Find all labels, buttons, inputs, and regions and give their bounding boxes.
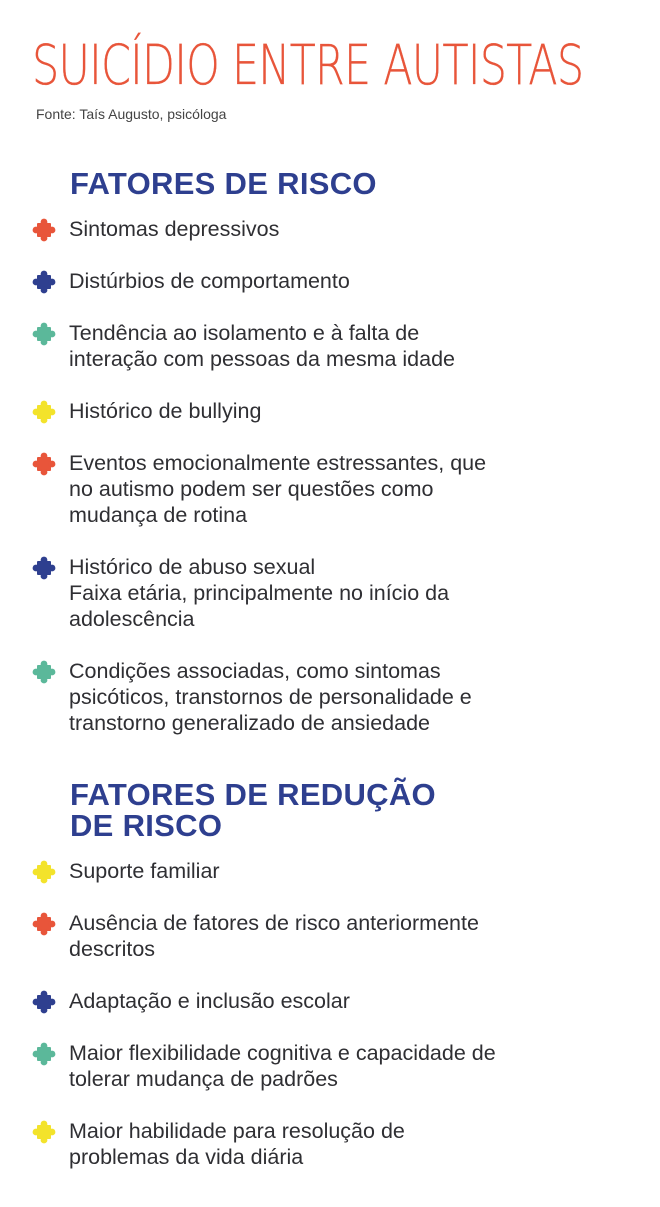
list-item <box>32 1040 632 1092</box>
list-item <box>32 216 632 242</box>
list-item <box>32 658 632 736</box>
risk-reduction-list <box>32 858 632 1196</box>
green-puzzle-icon <box>32 660 56 684</box>
list-item <box>32 398 632 424</box>
list-item <box>32 268 632 294</box>
list-item-text: Adaptação e inclusão escolar <box>69 989 350 1013</box>
source-credit: Fonte: Taís Augusto, psicóloga <box>36 106 227 122</box>
list-item <box>32 910 632 962</box>
blue-puzzle-icon <box>32 990 56 1014</box>
list-item-text: Histórico de bullying <box>69 399 262 423</box>
yellow-puzzle-icon <box>32 1120 56 1144</box>
orange-puzzle-icon <box>32 912 56 936</box>
blue-puzzle-icon <box>32 556 56 580</box>
risk-factors-list <box>32 216 632 762</box>
yellow-puzzle-icon <box>32 400 56 424</box>
list-item-text: Suporte familiar <box>69 859 220 883</box>
blue-puzzle-icon <box>32 270 56 294</box>
list-item-text: Ausência de fatores de risco anteriormente descritos <box>69 911 479 961</box>
list-item-text: Eventos emocionalmente estressantes, que no autismo podem ser questões como mudança de rotina <box>69 451 487 527</box>
list-item <box>32 450 632 528</box>
list-item <box>32 988 632 1014</box>
list-item-text: Histórico de abuso sexual Faixa etária, principalmente no início da adolescência <box>69 555 450 631</box>
list-item-text: Maior flexibilidade cognitiva e capacidade de tolerar mudança de padrões <box>69 1041 496 1091</box>
page-title: SUICÍDIO ENTRE AUTISTAS <box>32 33 584 97</box>
green-puzzle-icon <box>32 322 56 346</box>
list-item-text: Tendência ao isolamento e à falta de interação com pessoas da mesma idade <box>69 321 456 371</box>
list-item-text: Maior habilidade para resolução de problemas da vida diária <box>69 1119 405 1169</box>
list-item <box>32 554 632 632</box>
list-item <box>32 320 632 372</box>
reduction-heading: FATORES DE REDUÇÃO DE RISCO <box>70 777 436 843</box>
list-item <box>32 858 632 884</box>
list-item <box>32 1118 632 1170</box>
list-item-text: Condições associadas, como sintomas psicóticos, transtornos de personalidade e transtorno generalizado de ansiedade <box>69 659 472 735</box>
orange-puzzle-icon <box>32 452 56 476</box>
list-item-text: Sintomas depressivos <box>69 217 280 241</box>
risk-heading: FATORES DE RISCO <box>70 166 377 201</box>
list-item-text: Distúrbios de comportamento <box>69 269 350 293</box>
orange-puzzle-icon <box>32 218 56 242</box>
green-puzzle-icon <box>32 1042 56 1066</box>
yellow-puzzle-icon <box>32 860 56 884</box>
